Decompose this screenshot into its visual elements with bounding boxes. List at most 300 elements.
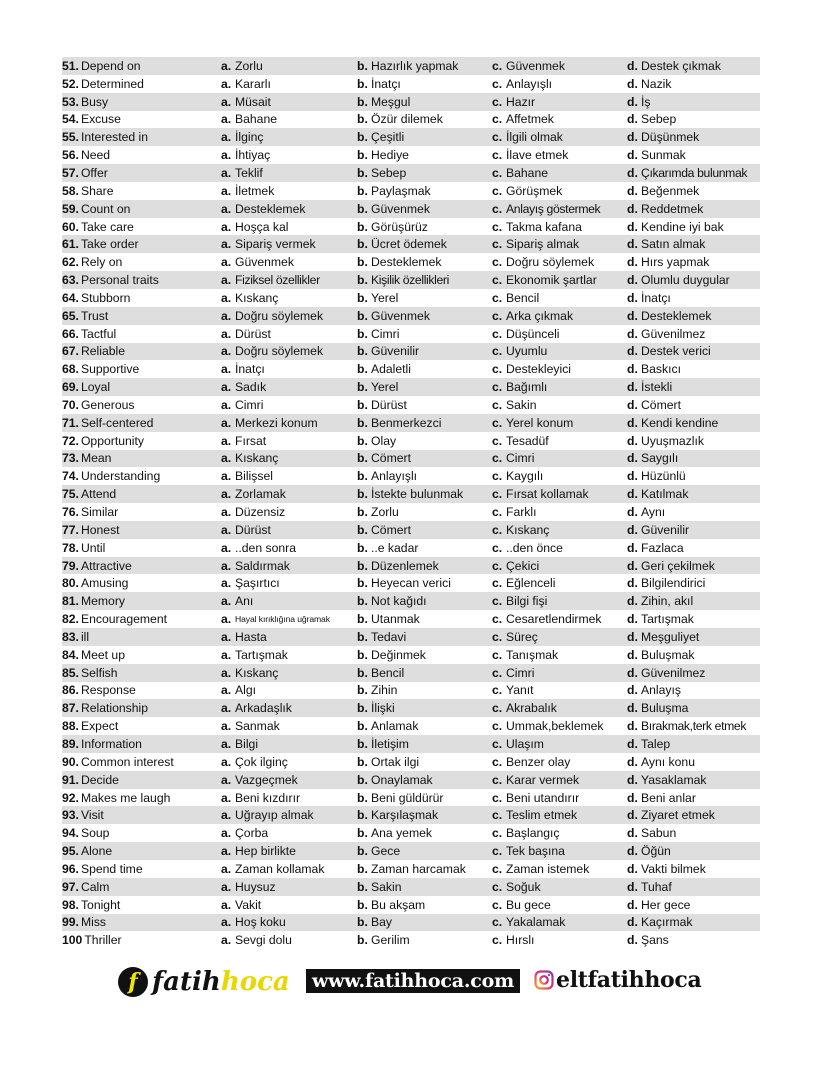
question-number: 99. (62, 915, 79, 930)
option-text: Benzer olay (506, 754, 571, 769)
question-word: Selfish (80, 665, 118, 680)
option-letter: c. (492, 362, 503, 377)
question-row (62, 771, 760, 789)
option-text: Doğru söylemek (235, 344, 324, 359)
option-text: Yerel konum (506, 415, 574, 430)
option-d (627, 933, 760, 947)
option-text: Bu akşam (371, 897, 426, 912)
question (62, 273, 221, 287)
option-text: Algı (235, 683, 257, 698)
question-number: 72. (62, 433, 79, 448)
option-text: İnatçı (641, 290, 671, 305)
question-number: 96. (62, 861, 79, 876)
question-row (62, 432, 760, 450)
option-c (492, 701, 627, 715)
option-d (627, 130, 760, 144)
option-text: Huysuz (235, 879, 276, 894)
option-b (357, 915, 492, 929)
option-text: Teklif (235, 165, 263, 180)
option-a (221, 701, 357, 715)
question-row (62, 200, 760, 218)
option-text: Fazlaca (641, 540, 684, 555)
option-letter: a. (221, 326, 232, 341)
option-letter: d. (627, 362, 638, 377)
option-letter: b. (357, 237, 368, 252)
option-letter: b. (357, 94, 368, 109)
option-text: Uğrayıp almak (235, 808, 314, 823)
website-url: www.fatihhoca.com (306, 969, 520, 993)
option-d (627, 184, 760, 198)
option-text: Bay (371, 915, 393, 930)
question (62, 112, 221, 126)
question-row (62, 735, 760, 753)
option-text: Düzensiz (235, 505, 286, 520)
option-text: İnatçı (371, 76, 401, 91)
option-text: Takma kafana (506, 219, 582, 234)
option-a (221, 683, 357, 697)
option-c (492, 202, 627, 216)
question-row (62, 360, 760, 378)
option-a (221, 95, 357, 109)
option-text: Yerel (371, 380, 399, 395)
option-text: Buluşmak (641, 647, 695, 662)
option-letter: d. (627, 487, 638, 502)
option-b (357, 683, 492, 697)
option-b (357, 344, 492, 358)
option-text: Beni kızdırır (235, 790, 301, 805)
question-word: Expect (80, 719, 119, 734)
question-word: Personal traits (80, 273, 159, 288)
option-a (221, 77, 357, 91)
question (62, 915, 221, 929)
option-d (627, 701, 760, 715)
option-a (221, 309, 357, 323)
question (62, 380, 221, 394)
vocabulary-quiz-table (62, 57, 760, 949)
logo-mark-icon: f (118, 967, 148, 997)
option-d (627, 166, 760, 180)
option-letter: b. (357, 558, 368, 573)
option-text: Güvenmek (235, 255, 294, 270)
question-number: 90. (62, 754, 79, 769)
question-number: 60. (62, 219, 79, 234)
option-b (357, 719, 492, 733)
option-a (221, 327, 357, 341)
option-a (221, 291, 357, 305)
option-text: Bilişsel (235, 469, 273, 484)
option-a (221, 184, 357, 198)
option-text: Tek başına (506, 844, 565, 859)
option-text: Kıskanç (506, 522, 550, 537)
option-text: Sebep (371, 165, 407, 180)
option-letter: d. (627, 183, 638, 198)
question (62, 434, 221, 448)
option-letter: b. (357, 362, 368, 377)
option-text: Doğru söylemek (235, 308, 324, 323)
option-text: Öğün (641, 844, 671, 859)
option-text: Güvenilir (641, 522, 690, 537)
option-letter: d. (627, 112, 638, 127)
option-d (627, 630, 760, 644)
option-letter: a. (221, 736, 232, 751)
option-letter: a. (221, 719, 232, 734)
question-number: 55. (62, 130, 79, 145)
option-text: Görüşürüz (371, 219, 428, 234)
question-row (62, 325, 760, 343)
question (62, 773, 221, 787)
option-text: Zaman kollamak (235, 861, 325, 876)
option-letter: a. (221, 522, 232, 537)
option-text: Tedavi (371, 629, 407, 644)
option-d (627, 612, 760, 626)
option-c (492, 77, 627, 91)
option-letter: c. (492, 451, 503, 466)
option-letter: d. (627, 522, 638, 537)
option-letter: c. (492, 380, 503, 395)
option-letter: b. (357, 879, 368, 894)
question-number: 85. (62, 665, 79, 680)
question-word: Self-centered (80, 415, 154, 430)
question-row (62, 664, 760, 682)
option-c (492, 612, 627, 626)
option-letter: a. (221, 58, 232, 73)
option-d (627, 380, 760, 394)
question-number: 52. (62, 76, 79, 91)
option-letter: d. (627, 201, 638, 216)
option-text: Ziyaret etmek (641, 808, 715, 823)
option-text: Sadık (235, 380, 267, 395)
option-a (221, 469, 357, 483)
question-row (62, 307, 760, 325)
option-c (492, 719, 627, 733)
option-a (221, 719, 357, 733)
option-b (357, 862, 492, 876)
option-letter: c. (492, 719, 503, 734)
option-letter: b. (357, 897, 368, 912)
option-letter: c. (492, 915, 503, 930)
option-text: Merkezi konum (235, 415, 318, 430)
option-text: Kendine iyi bak (641, 219, 724, 234)
question-row (62, 343, 760, 361)
option-letter: c. (492, 665, 503, 680)
option-letter: b. (357, 58, 368, 73)
option-c (492, 594, 627, 608)
option-letter: d. (627, 933, 638, 948)
question-row (62, 610, 760, 628)
option-c (492, 648, 627, 662)
option-b (357, 398, 492, 412)
option-text: Güvenilmez (641, 326, 706, 341)
option-letter: b. (357, 201, 368, 216)
option-letter: a. (221, 505, 232, 520)
option-c (492, 880, 627, 894)
question-word: Excuse (80, 112, 121, 127)
option-text: Müsait (235, 94, 271, 109)
option-letter: b. (357, 326, 368, 341)
option-letter: b. (357, 273, 368, 288)
option-letter: d. (627, 540, 638, 555)
option-d (627, 523, 760, 537)
option-text: Arka çıkmak (506, 308, 574, 323)
question-row (62, 878, 760, 896)
option-letter: c. (492, 415, 503, 430)
option-b (357, 130, 492, 144)
question-word: Visit (80, 808, 104, 823)
question-row (62, 289, 760, 307)
option-text: Olumlu duygular (641, 273, 730, 288)
question-row (62, 860, 760, 878)
question-number: 74. (62, 469, 79, 484)
option-text: Teslim etmek (506, 808, 578, 823)
option-letter: b. (357, 736, 368, 751)
question (62, 166, 221, 180)
option-text: Desteklemek (235, 201, 306, 216)
question-word: Spend time (80, 861, 143, 876)
option-c (492, 541, 627, 555)
option-text: Soğuk (506, 879, 541, 894)
question-row (62, 646, 760, 664)
question-word: Calm (80, 879, 110, 894)
option-letter: a. (221, 808, 232, 823)
question-row (62, 271, 760, 289)
option-text: Kıskanç (235, 451, 279, 466)
question-number: 80. (62, 576, 79, 591)
option-text: Sakin (506, 397, 537, 412)
option-letter: c. (492, 165, 503, 180)
option-c (492, 808, 627, 822)
option-text: Bilgilendirici (641, 576, 706, 591)
question-word: Depend on (80, 58, 141, 73)
option-text: Sunmak (641, 148, 686, 163)
option-text: Karar vermek (506, 772, 580, 787)
option-text: Çekici (506, 558, 540, 573)
question-number: 57. (62, 165, 79, 180)
option-text: Adaletli (371, 362, 411, 377)
option-text: İnatçı (235, 362, 265, 377)
option-b (357, 559, 492, 573)
option-letter: a. (221, 540, 232, 555)
option-d (627, 898, 760, 912)
option-c (492, 398, 627, 412)
option-text: Anlayışlı (371, 469, 418, 484)
option-letter: c. (492, 58, 503, 73)
question-word: Makes me laugh (80, 790, 171, 805)
question-row (62, 414, 760, 432)
option-text: İlgili olmak (506, 130, 563, 145)
option-letter: c. (492, 736, 503, 751)
option-letter: d. (627, 844, 638, 859)
option-letter: d. (627, 594, 638, 609)
option-d (627, 112, 760, 126)
option-letter: c. (492, 201, 503, 216)
option-a (221, 666, 357, 680)
question-row (62, 931, 760, 949)
question-number: 62. (62, 255, 79, 270)
option-letter: a. (221, 790, 232, 805)
option-letter: d. (627, 344, 638, 359)
question (62, 826, 221, 840)
option-letter: a. (221, 130, 232, 145)
option-text: Çok ilginç (235, 754, 288, 769)
question-number: 84. (62, 647, 79, 662)
option-b (357, 826, 492, 840)
question-row (62, 753, 760, 771)
question-row (62, 450, 760, 468)
question-row (62, 806, 760, 824)
option-letter: a. (221, 415, 232, 430)
question (62, 451, 221, 465)
option-text: Bağımlı (506, 380, 548, 395)
option-letter: c. (492, 433, 503, 448)
question (62, 523, 221, 537)
option-a (221, 648, 357, 662)
question (62, 77, 221, 91)
option-d (627, 559, 760, 573)
option-letter: c. (492, 130, 503, 145)
option-text: Ücret ödemek (371, 237, 447, 252)
question-word: Similar (80, 505, 119, 520)
option-b (357, 237, 492, 251)
option-b (357, 791, 492, 805)
option-text: Beni güldürür (371, 790, 444, 805)
question (62, 309, 221, 323)
option-a (221, 166, 357, 180)
question-number: 79. (62, 558, 79, 573)
option-letter: a. (221, 683, 232, 698)
option-text: Fırsat kollamak (506, 487, 589, 502)
option-d (627, 327, 760, 341)
option-text: Bencil (506, 290, 540, 305)
question (62, 184, 221, 198)
option-text: Görüşmek (506, 183, 563, 198)
option-a (221, 915, 357, 929)
option-b (357, 362, 492, 376)
question-number: 89. (62, 736, 79, 751)
option-letter: b. (357, 165, 368, 180)
option-letter: c. (492, 344, 503, 359)
question (62, 576, 221, 590)
option-letter: d. (627, 879, 638, 894)
option-text: Hoşça kal (235, 219, 289, 234)
option-d (627, 255, 760, 269)
option-text: Heyecan verici (371, 576, 451, 591)
question-row (62, 93, 760, 111)
option-text: Anlayış (641, 683, 681, 698)
question-number: 91. (62, 772, 79, 787)
question (62, 701, 221, 715)
option-b (357, 77, 492, 91)
option-a (221, 362, 357, 376)
question-row (62, 467, 760, 485)
option-c (492, 505, 627, 519)
question-number: 68. (62, 362, 79, 377)
option-b (357, 291, 492, 305)
option-letter: c. (492, 148, 503, 163)
option-d (627, 291, 760, 305)
option-text: Saygılı (641, 451, 679, 466)
option-text: Düşünceli (506, 326, 560, 341)
option-letter: b. (357, 451, 368, 466)
option-letter: a. (221, 148, 232, 163)
option-letter: b. (357, 344, 368, 359)
option-text: İlişki (371, 701, 395, 716)
question-row (62, 485, 760, 503)
option-letter: c. (492, 273, 503, 288)
option-a (221, 880, 357, 894)
option-text: Akrabalık (506, 701, 557, 716)
question (62, 719, 221, 733)
option-d (627, 541, 760, 555)
question-row (62, 218, 760, 236)
question-word: Busy (80, 94, 109, 109)
option-letter: d. (627, 772, 638, 787)
option-a (221, 505, 357, 519)
option-a (221, 112, 357, 126)
option-text: Yerel (371, 290, 399, 305)
option-d (627, 77, 760, 91)
option-c (492, 237, 627, 251)
question (62, 630, 221, 644)
question-row (62, 75, 760, 93)
option-text: Çeşitli (371, 130, 405, 145)
option-text: Güvenilmez (641, 665, 706, 680)
question-number: 51. (62, 58, 79, 73)
instagram-handle-block (534, 967, 701, 993)
question (62, 505, 221, 519)
option-letter: b. (357, 522, 368, 537)
option-text: Utanmak (371, 612, 420, 627)
option-text: Zorlamak (235, 487, 286, 502)
question (62, 130, 221, 144)
option-letter: b. (357, 772, 368, 787)
option-letter: b. (357, 647, 368, 662)
option-b (357, 773, 492, 787)
option-c (492, 666, 627, 680)
option-text: Tartışmak (235, 647, 288, 662)
option-a (221, 755, 357, 769)
question-word: Take order (80, 237, 139, 252)
option-a (221, 933, 357, 947)
option-letter: a. (221, 255, 232, 270)
option-letter: a. (221, 308, 232, 323)
option-c (492, 112, 627, 126)
option-text: Şans (641, 933, 669, 948)
question (62, 594, 221, 608)
option-text: Eğlenceli (506, 576, 556, 591)
option-d (627, 844, 760, 858)
question-word: Soup (80, 826, 110, 841)
option-text: İlave etmek (506, 148, 569, 163)
option-text: Bu gece (506, 897, 551, 912)
option-letter: a. (221, 772, 232, 787)
option-d (627, 683, 760, 697)
option-text: Kıskanç (235, 665, 279, 680)
option-text: Zaman harcamak (371, 861, 466, 876)
question-number: 64. (62, 290, 79, 305)
option-c (492, 630, 627, 644)
option-letter: d. (627, 665, 638, 680)
option-a (221, 898, 357, 912)
option-letter: b. (357, 629, 368, 644)
option-text: Kendi kendine (641, 415, 719, 430)
option-text: Bahane (506, 165, 549, 180)
option-b (357, 166, 492, 180)
question-word: Common interest (80, 754, 174, 769)
option-letter: b. (357, 612, 368, 627)
option-d (627, 220, 760, 234)
option-letter: a. (221, 897, 232, 912)
option-letter: a. (221, 861, 232, 876)
